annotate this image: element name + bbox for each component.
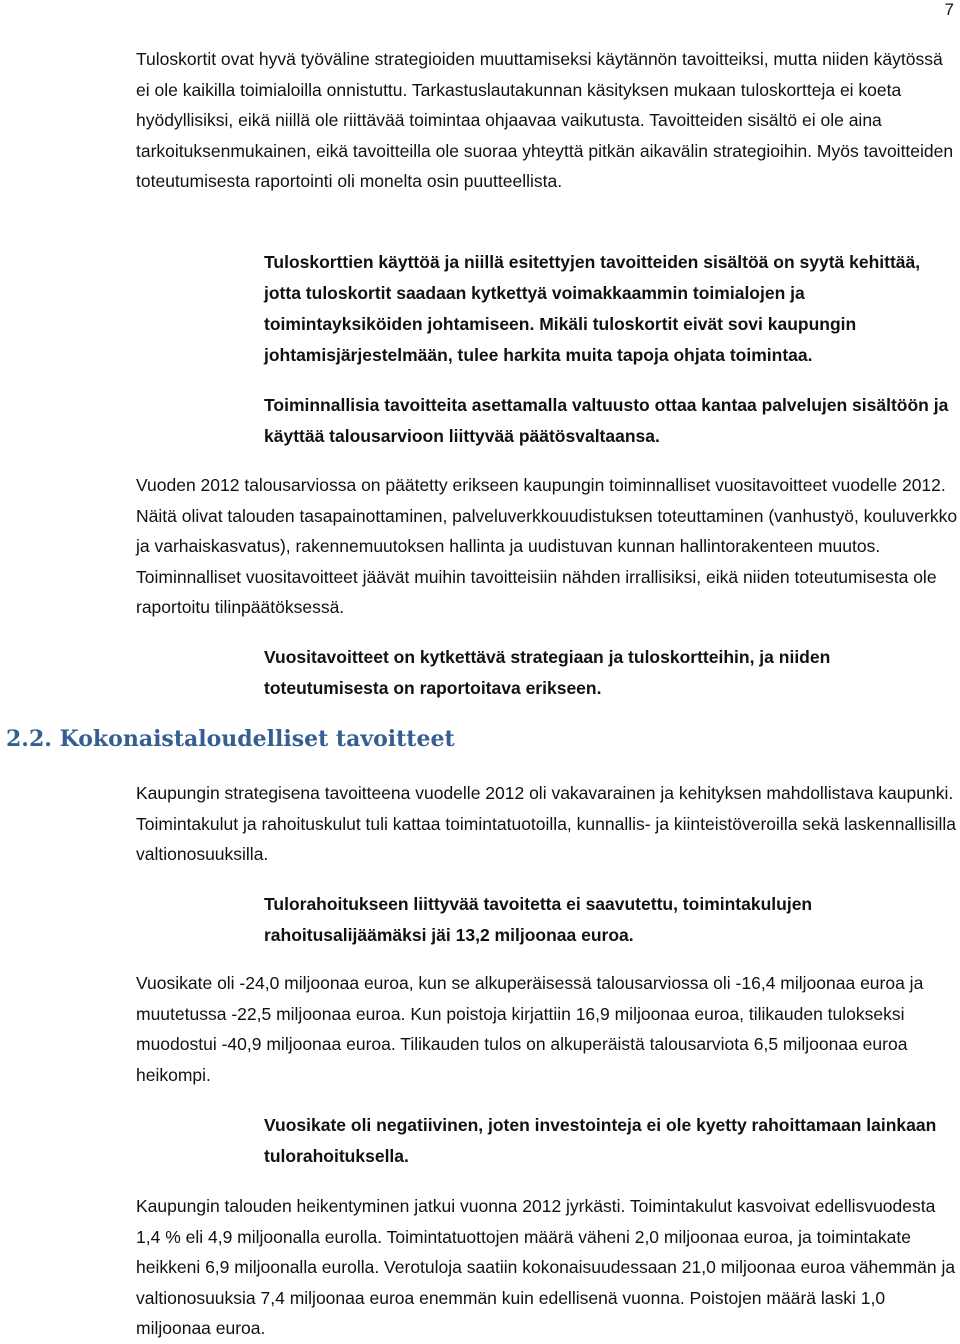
paragraph-annual-margin: Vuosikate oli -24,0 miljoonaa euroa, kun se alkuperäisessä talousarviossa oli -16,4 miljoonaa euroa ja muutetussa -22,5 miljoonaa euroa. Kun poistoja kirjattiin 16,9 miljoonaa euroa, tilikauden tulokseksi muodostui -40,9 miljoonaa euroa. Tilikauden tulos on alkuperäistä talousarviota 6,5 miljoonaa euroa heikompi. (136, 973, 924, 1085)
section-heading: 2.2. Kokonaistaloudelliset tavoitteet (6, 726, 455, 752)
page-number: 7 (944, 0, 954, 19)
finding-income-financing: Tulorahoitukseen liittyvää tavoitetta ei saavutettu, toimintakulujen rahoitusalijäämäksi jäi 13,2 miljoonaa euroa. (264, 894, 813, 945)
paragraph-scorecards: Tuloskortit ovat hyvä työväline strategioiden muuttamiseksi käytännön tavoitteiksi, mutta niiden käytössä ei ole kaikilla toimialoilla onnistuttu. Tarkastuslautakunnan käsityksen mukaan tuloskortteja ei koeta hyödyllisiksi, eikä niillä ole riittävää toimintaa ohjaavaa vaikutusta. Tavoitteiden sisältö ei ole aina tarkoituksenmukainen, eikä tavoitteilla ole suoraa yhteyttä pitkän aikavälin strategioihin. Myös tavoitteiden toteutumisesta raportointi oli monelta osin puutteellista. (136, 49, 954, 191)
paragraph-strategic-goal: Kaupungin strategisena tavoitteena vuodelle 2012 oli vakavarainen ja kehityksen mahdollistava kaupunki. Toimintakulut ja rahoituskulut tuli kattaa toimintatuotoilla, kunnallis- ja kiinteistöveroilla sekä laskennallisilla valtionosuuksilla. (136, 783, 956, 864)
finding-negative-margin: Vuosikate oli negatiivinen, joten investointeja ei ole kyetty rahoittamaan lainkaan tulorahoituksella. (264, 1115, 937, 1166)
finding-scorecards: Tuloskorttien käyttöä ja niillä esitettyjen tavoitteiden sisältöä on syytä kehittää, jotta tuloskortit saadaan kytkettyä voimakkaammin toimialojen ja toimintayksiköiden johtamiseen. Mikäli tuloskortit eivät sovi kaupungin johtamisjärjestelmään, tulee harkita muita tapoja ohjata toimintaa. (264, 252, 921, 365)
finding-council-goals: Toiminnallisia tavoitteita asettamalla valtuusto ottaa kantaa palvelujen sisältöön ja käyttää talousarvioon liittyvää päätösvaltaansa. (264, 395, 949, 446)
paragraph-economy-decline: Kaupungin talouden heikentyminen jatkui vuonna 2012 jyrkästi. Toimintakulut kasvoivat edellisvuodesta 1,4 % eli 4,9 miljoonalla eurolla. Toimintatuottojen määrä väheni 2,0 miljoonaa euroa, ja toimintakate heikkeni 6,9 miljoonalla eurolla. Verotuloja saatiin kokonaisuudessaan 21,0 miljoonaa euroa vähemmän ja valtionosuuksia 7,4 miljoonaa euroa enemmän kuin edellisenä vuonna. Poistojen määrä laski 1,0 miljoonaa euroa. (136, 1196, 956, 1338)
finding-annual-goals: Vuositavoitteet on kytkettävä strategiaan ja tuloskortteihin, ja niiden toteutumisesta on raportoitava erikseen. (264, 647, 831, 698)
paragraph-budget-2012: Vuoden 2012 talousarviossa on päätetty erikseen kaupungin toiminnalliset vuositavoitteet vuodelle 2012. Näitä olivat talouden tasapainottaminen, palveluverkkouudistuksen toteuttaminen (vanhustyö, kouluverkko ja varhaiskasvatus), rakennemuutoksen hallinta ja uudistuvan kunnan hallintorakenteen muutos. Toiminnalliset vuositavoitteet jäävät muihin tavoitteisiin nähden irrallisiksi, eikä niiden toteutumisesta ole raportoitu tilinpäätöksessä. (136, 475, 958, 617)
